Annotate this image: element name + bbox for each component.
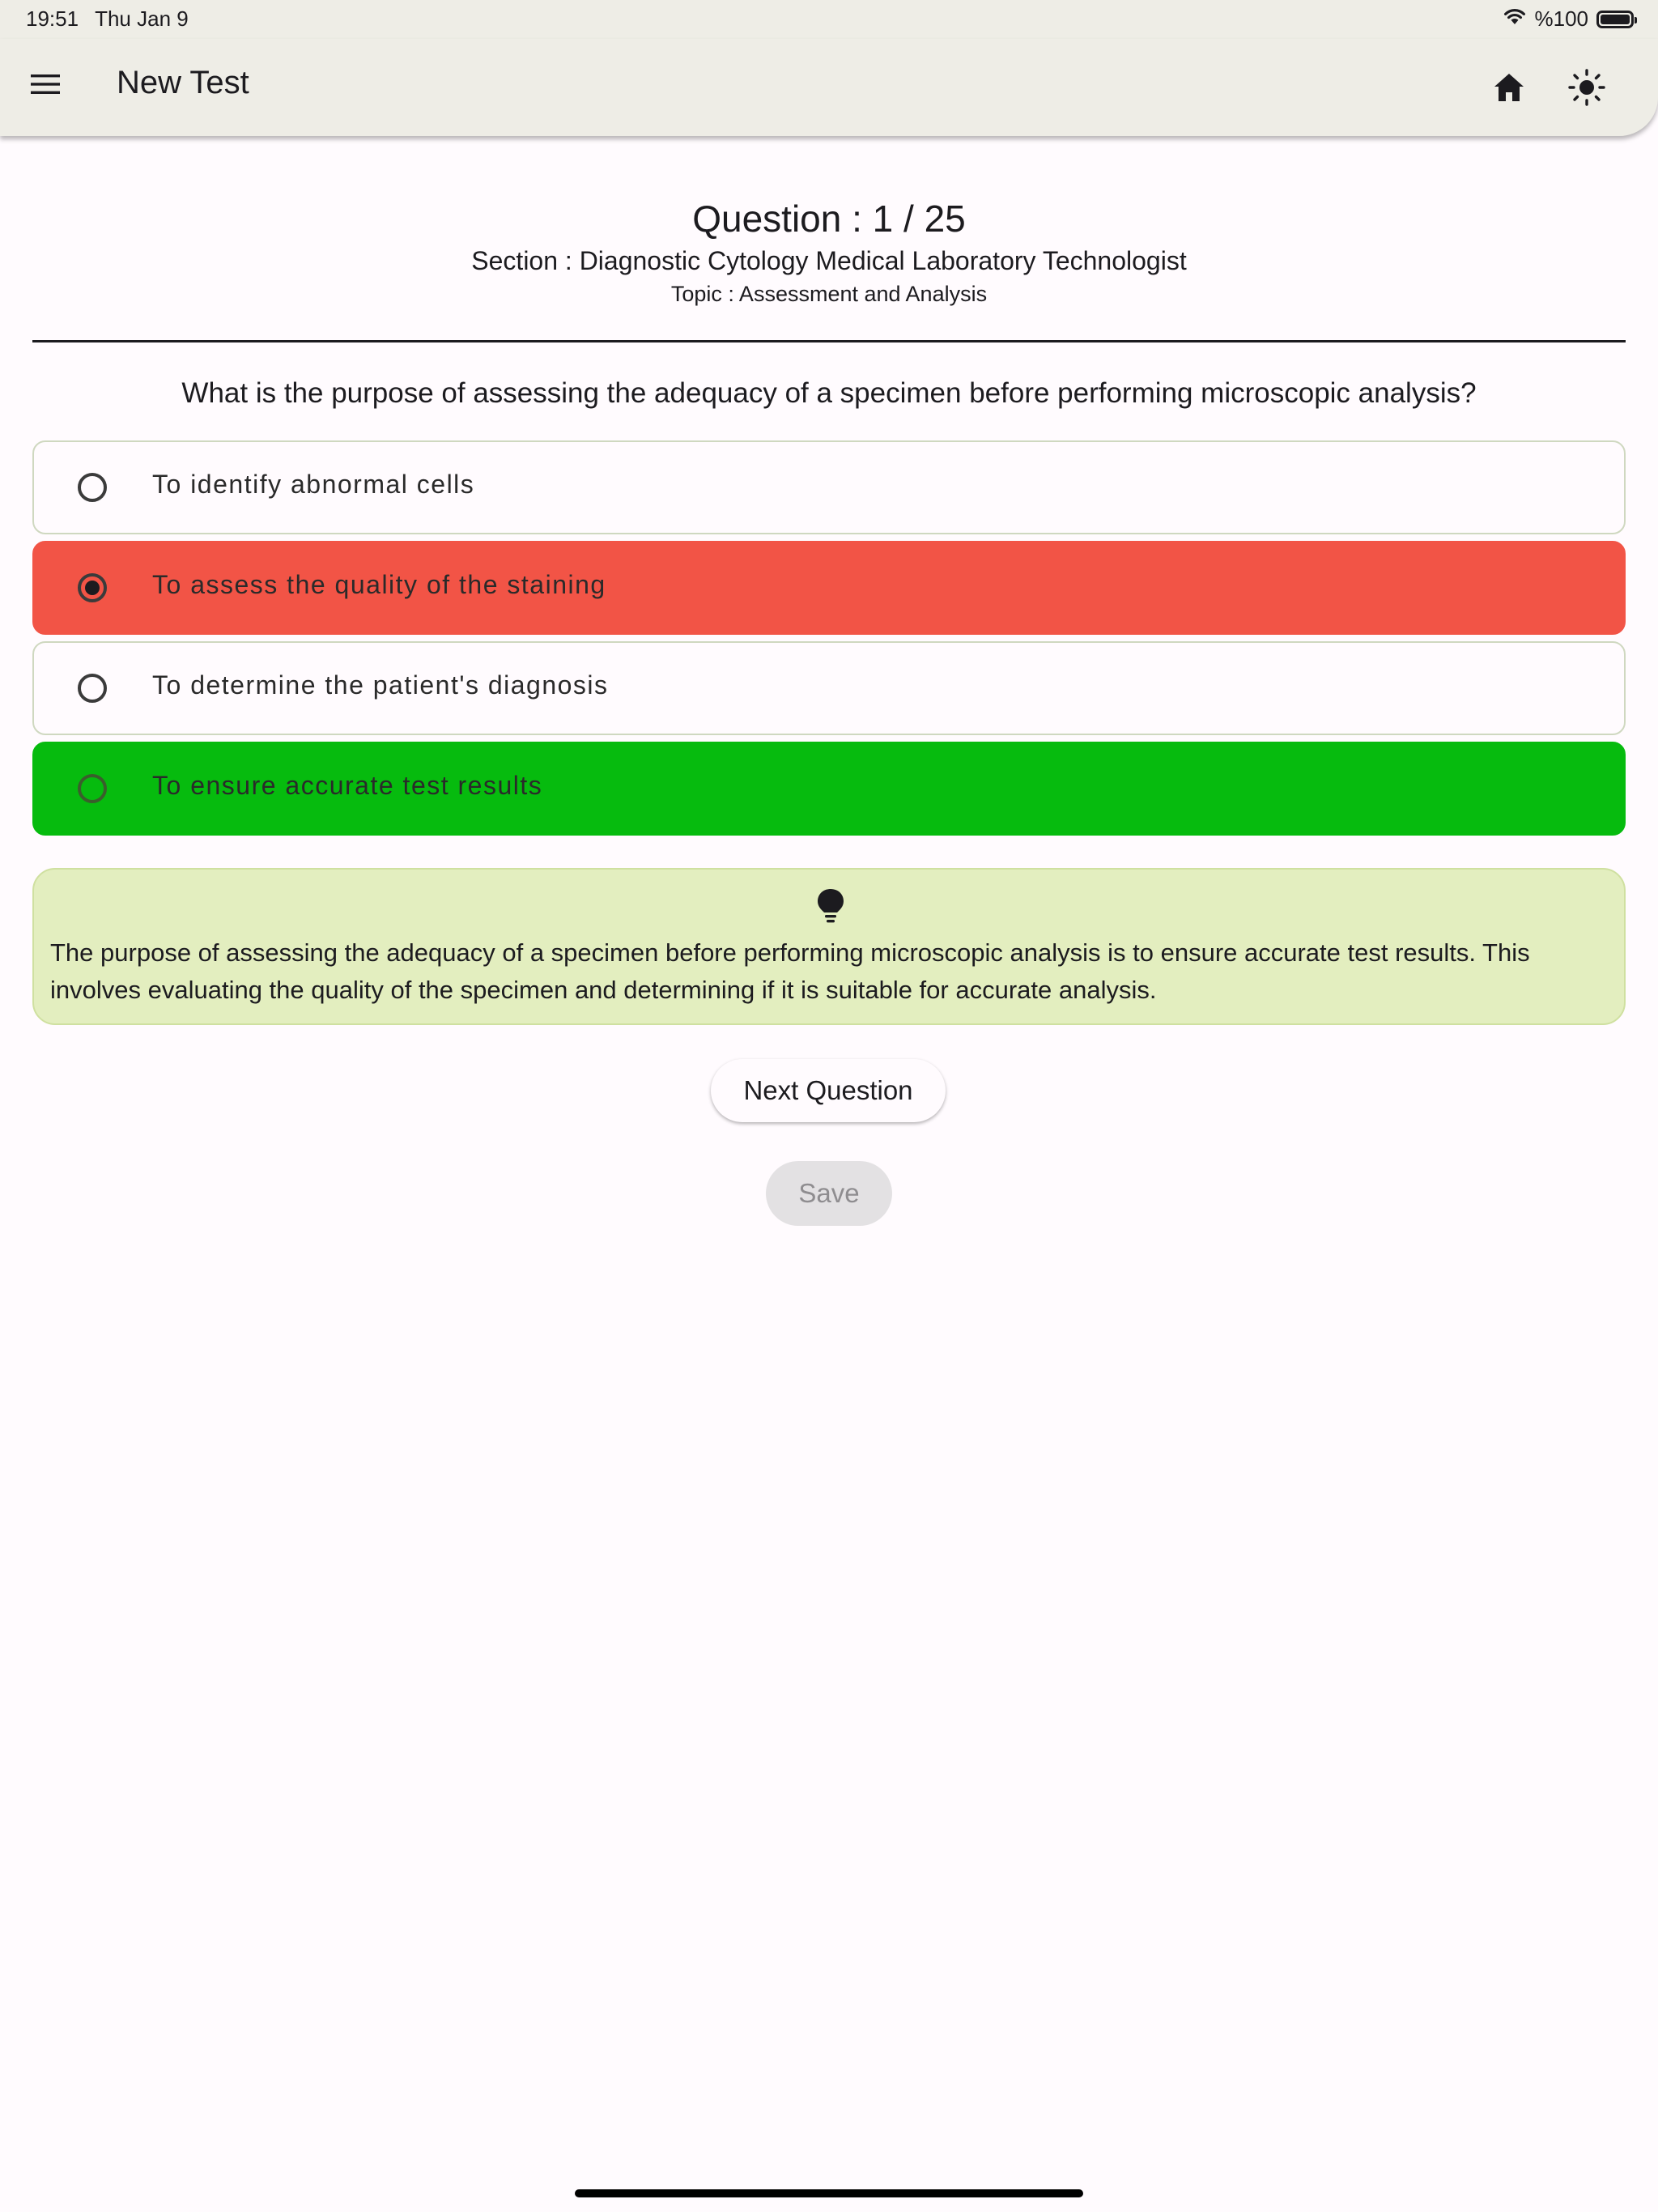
battery-percentage: %100 — [1534, 6, 1588, 31]
answer-option-4[interactable] — [32, 742, 1626, 836]
answer-option-3[interactable] — [32, 641, 1626, 735]
menu-button[interactable] — [23, 63, 68, 108]
answer-option-label: To identify abnormal cells — [152, 470, 475, 499]
sun-icon — [1568, 69, 1605, 110]
answer-option-2[interactable] — [32, 541, 1626, 635]
wifi-icon — [1503, 6, 1527, 32]
home-indicator[interactable] — [575, 2189, 1083, 2197]
answer-option-1[interactable] — [32, 440, 1626, 534]
app-bar — [0, 39, 1658, 136]
app-title: New Test — [117, 65, 249, 100]
explanation-text: The purpose of assessing the adequacy of a specimen before performing microscopic analysis is to ensure accurate test results. This involves evaluating the quality of the specimen and determining if it is suitable for accurate analysis. — [50, 938, 1530, 1004]
radio-button[interactable] — [78, 774, 107, 803]
home-button[interactable] — [1486, 66, 1532, 112]
save-button[interactable]: Save — [766, 1161, 892, 1226]
status-date: Thu Jan 9 — [95, 6, 189, 31]
answer-option-label: To assess the quality of the staining — [152, 570, 606, 599]
answer-option-label: To determine the patient's diagnosis — [152, 670, 609, 700]
header-divider — [32, 340, 1626, 342]
status-bar — [0, 0, 1658, 39]
status-time: 19:51 — [26, 6, 79, 31]
question-counter: Question : 1 / 25 — [692, 198, 966, 240]
radio-button[interactable] — [78, 473, 107, 502]
radio-button[interactable] — [78, 674, 107, 703]
menu-icon — [29, 72, 62, 100]
radio-button-selected[interactable] — [78, 573, 107, 602]
explanation-card — [32, 868, 1626, 1025]
answer-option-label: To ensure accurate test results — [152, 771, 543, 800]
battery-icon — [1596, 11, 1634, 28]
theme-toggle-button[interactable] — [1564, 66, 1609, 112]
section-label: Section : Diagnostic Cytology Medical Laboratory Technologist — [471, 246, 1187, 275]
topic-label: Topic : Assessment and Analysis — [670, 282, 988, 306]
status-indicators — [1503, 6, 1635, 32]
next-question-button[interactable]: Next Question — [711, 1059, 946, 1122]
question-text: What is the purpose of assessing the adequacy of a specimen before performing microscopic analysis? — [181, 377, 1477, 409]
question-header — [32, 194, 1626, 309]
lightbulb-icon — [814, 887, 847, 925]
home-icon — [1493, 72, 1525, 107]
status-time-date — [26, 6, 189, 32]
